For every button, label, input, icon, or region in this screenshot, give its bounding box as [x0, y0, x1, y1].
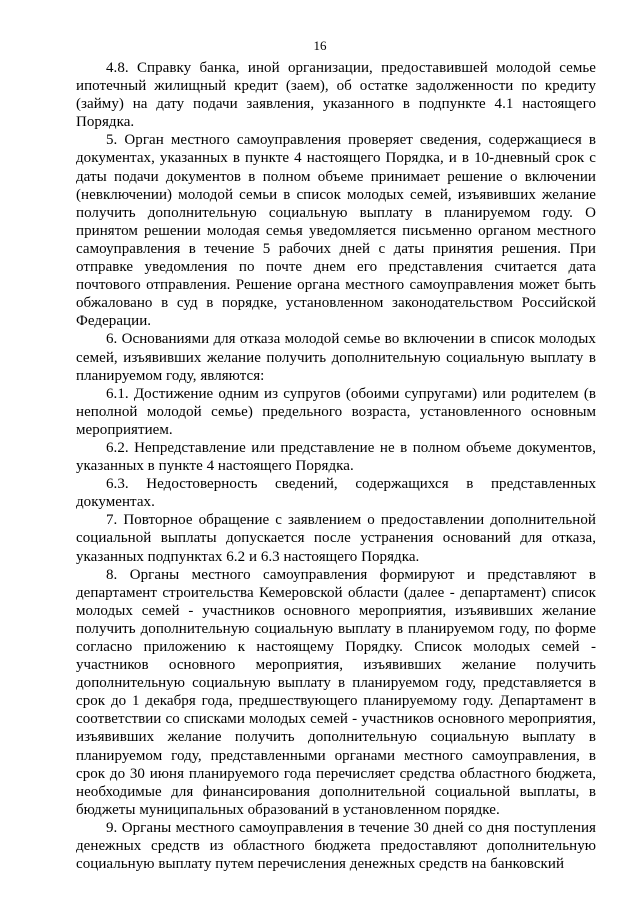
- page-number: 16: [313, 38, 327, 53]
- paragraph-8: 8. Органы местного самоуправления формируют и представляют в департамент строительства Кемеровской области (далее - департамент) список молодых семей - участников основного мероприятия, изъявивших желание получить дополнительную социальную выплату в планируемом году, по форме согласно приложению к настоящему Порядку. Список молодых семей - участников основного мероприятия, изъявивших желание получить дополнительную социальную выплату в планируемом году, представляется в срок до 1 декабря года, предшествующего планируемому году. Департамент в соответствии со списками молодых семей - участников основного мероприятия, изъявивших желание получить дополнительную социальную выплату в планируемом году, представленными органами местного самоуправления, в срок до 30 июня планируемого года перечисляет средства областного бюджета, необходимые для финансирования дополнительной социальной выплаты, в бюджеты муниципальных образований в установленном порядке.: [76, 566, 596, 818]
- paragraph-6-3: 6.3. Недостоверность сведений, содержащихся в представленных документах.: [76, 476, 596, 511]
- paragraph-4-8: 4.8. Справку банка, иной организации, предоставившей молодой семье ипотечный жилищный кредит (заем), об остатке задолженности по кредиту (займу) на дату подачи заявления, указанного в подпункте 4.1 настоящего Порядка.: [76, 60, 596, 131]
- paragraph-6: 6. Основаниями для отказа молодой семье во включении в список молодых семей, изъявивших желание получить дополнительную социальную выплату в планируемом году, являются:: [76, 331, 596, 384]
- paragraph-6-1: 6.1. Достижение одним из супругов (обоими супругами) или родителем (в неполной молодой семье) предельного возраста, установленного основным мероприятием.: [76, 385, 596, 438]
- paragraph-7: 7. Повторное обращение с заявлением о предоставлении дополнительной социальной выплаты допускается после устранения оснований для отказа, указанных подпунктах 6.2 и 6.3 настоящего Порядка.: [76, 512, 596, 565]
- paragraph-6-2: 6.2. Непредставление или представление не в полном объеме документов, указанных в пункте 4 настоящего Порядка.: [76, 439, 596, 475]
- document-body: [76, 59, 596, 873]
- paragraph-5: 5. Орган местного самоуправления проверяет сведения, содержащиеся в документах, указанных в пункте 4 настоящего Порядка, и в 10-дневный срок с даты подачи документов в полном объеме принимает решение о включении (невключении) молодой семьи в список молодых семей, изъявивших желание получить дополнительную социальную выплату в планируемом году. О принятом решении молодая семья уведомляется письменно органом местного самоуправления в течение 5 рабочих дней с даты принятия решения. При отправке уведомления по почте днем его представления считается дата почтового отправления. Решение органа местного самоуправления может быть обжаловано в суд в порядке, установленном законодательством Российской Федерации.: [76, 132, 596, 330]
- paragraph-9: 9. Органы местного самоуправления в течение 30 дней со дня поступления денежных средств из областного бюджета предоставляют дополнительную социальную выплату путем перечисления денежных средств на банковский: [76, 819, 596, 873]
